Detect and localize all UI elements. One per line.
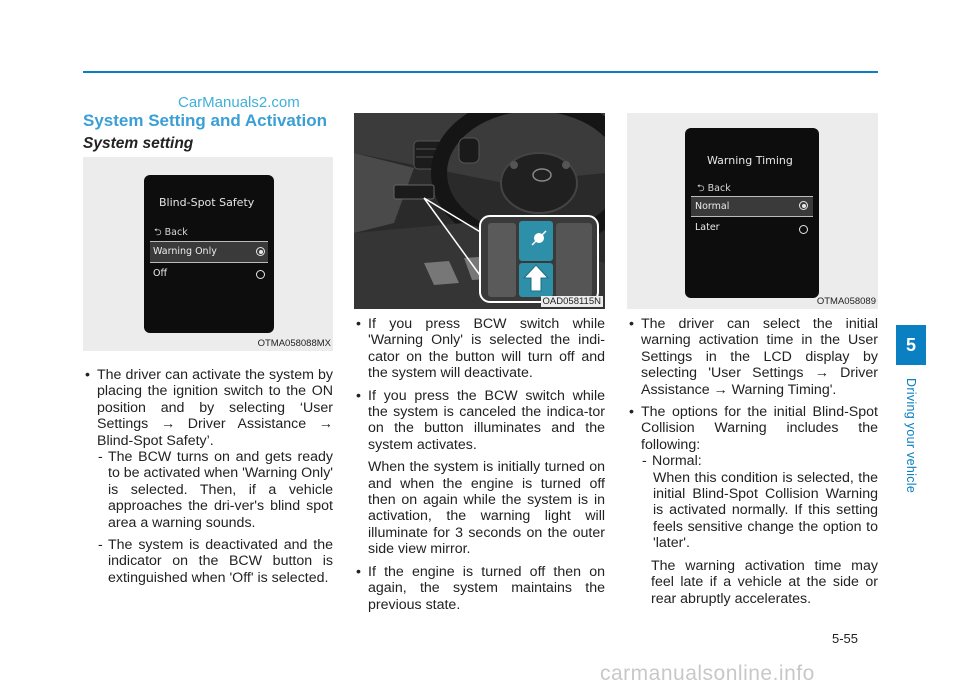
section-title: System Setting and Activation — [83, 111, 328, 130]
text-column-2 — [354, 316, 605, 613]
bullet-activate-system: • The driver can activate the system by placing the ignition switch to the ON position and by selecting ‘User Settings → Driver Assistance → Blind-Spot Safety’. — [83, 367, 333, 449]
page-number: 5-55 — [832, 631, 859, 646]
radio-empty-icon — [256, 270, 265, 279]
lcd-title: Warning Timing — [707, 154, 793, 167]
figure-code: OTMA058088MX — [257, 338, 331, 349]
radio-empty-icon — [799, 225, 808, 234]
bullet-press-bcw-activate: • If you press the BCW switch while the system is canceled the indica-tor on the button illuminates and the system activates. — [354, 388, 605, 454]
header-rule — [83, 71, 878, 73]
figure-code: OTMA058089 — [816, 296, 876, 307]
figure-warning-timing — [627, 113, 878, 309]
lcd-back-button: ⮌ Back — [154, 227, 188, 238]
lcd-screen — [144, 175, 274, 333]
chapter-tab: 5 — [896, 325, 926, 365]
lcd-option-warning-only: Warning Only — [153, 246, 217, 257]
site-watermark: CarManuals2.com — [178, 94, 300, 111]
sub-item-off: - The system is deactivated and the indicator on the BCW button is extinguished when 'Off' is selected. — [83, 537, 333, 586]
sub-item-normal-text: When this condition is selected, the initial Blind-Spot Collision Warning is activated normally. If this setting feels sensitive change the option to 'later'. — [653, 469, 878, 552]
radio-selected-icon — [256, 247, 265, 256]
sub-item-warning-only: - The BCW turns on and gets ready to be activated when 'Warning Only' is selected. Then, if a vehicle approaches the dri-ver's blind spot area a warning sounds. — [83, 449, 333, 531]
lcd-option-normal: Normal — [695, 201, 730, 212]
sub-item-normal-label: - Normal: — [627, 453, 878, 469]
footer-watermark: carmanualsonline.info — [600, 662, 815, 685]
figure-blind-spot-safety — [83, 157, 333, 351]
bullet-press-bcw-deactivate: • If you press BCW switch while 'Warning Only' is selected the indi-cator on the button will turn off and the system will deactivate. — [354, 316, 605, 382]
figure-bcw-switch-photo — [354, 113, 605, 309]
lcd-back-button: ⮌ Back — [697, 183, 731, 194]
figure-code: OAD058115N — [542, 296, 601, 307]
bullet-warning-timing: • The driver can select the initial warning activation time in the User Settings in the LCD display by selecting 'User Settings → Driver Assistance → Warning Timing'. — [627, 316, 878, 398]
lcd-option-off: Off — [153, 268, 168, 279]
lcd-screen — [685, 128, 819, 298]
text-column-3 — [627, 316, 878, 607]
text-column-1 — [83, 367, 333, 586]
paragraph-warning-light: When the system is initially turned on and when the engine is turned off then on again while the system is in activation, the warning light will illuminate for 3 seconds on the outer side view mirror. — [368, 459, 605, 558]
lcd-divider — [691, 216, 813, 217]
radio-selected-icon — [799, 201, 808, 210]
lcd-divider — [150, 262, 268, 263]
lcd-title: Blind-Spot Safety — [159, 196, 255, 209]
paragraph-activation-late: The warning activation time may feel late if a vehicle at the side or rear abruptly accelerates. — [651, 557, 878, 607]
bullet-engine-restart: • If the engine is turned off then on again, the system maintains the previous state. — [354, 564, 605, 613]
dashboard-illustration — [354, 113, 605, 309]
bullet-options: • The options for the initial Blind-Spot Collision Warning includes the following: — [627, 404, 878, 453]
subsection-title: System setting — [83, 135, 194, 152]
chapter-title: Driving your vehicle — [904, 378, 918, 494]
lcd-option-later: Later — [695, 222, 720, 233]
